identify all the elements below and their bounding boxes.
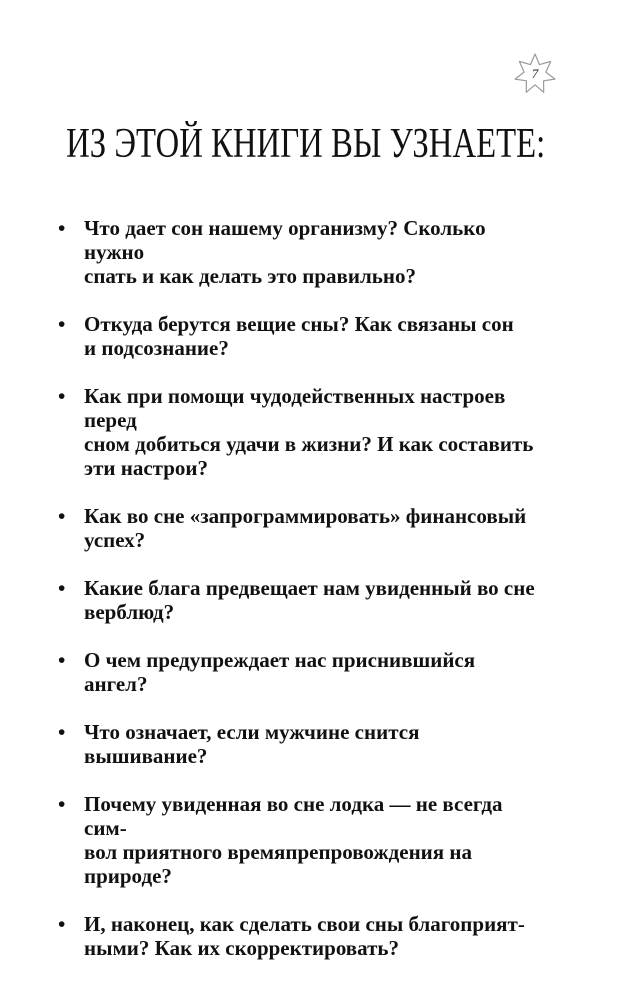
list-item <box>58 912 538 960</box>
list-item <box>58 792 538 888</box>
bullet-icon: • <box>58 216 66 240</box>
list-item <box>58 312 538 360</box>
list-item <box>58 504 538 552</box>
bullet-icon: • <box>58 792 66 816</box>
bullet-icon: • <box>58 312 66 336</box>
page-title: ИЗ ЭТОЙ КНИГИ ВЫ УЗНАЕТЕ: <box>66 121 546 167</box>
bullet-icon: • <box>58 384 66 408</box>
bullet-icon: • <box>58 912 66 936</box>
list-item-text: Какие блага предвещает нам увиденный во сне верблюд? <box>84 576 535 624</box>
list-item-text: Что означает, если мужчине снится вышивание? <box>84 720 420 768</box>
list-item <box>58 576 538 624</box>
list-item-text: И, наконец, как сделать свои сны благоприят- ными? Как их скорректировать? <box>84 912 525 960</box>
bullet-icon: • <box>58 648 66 672</box>
bullet-icon: • <box>58 576 66 600</box>
list-item-text: Как при помощи чудодейственных настроев перед сном добиться удачи в жизни? И как составить эти настрои? <box>84 384 534 480</box>
list-item-text: О чем предупреждает нас приснившийся ангел? <box>84 648 476 696</box>
list-item <box>58 720 538 768</box>
list-item <box>58 648 538 696</box>
page-number: 7 <box>531 66 539 81</box>
list-item-text: Почему увиденная во сне лодка — не всегда сим- вол приятного времяпрепровождения на природе? <box>84 792 503 888</box>
bullet-icon: • <box>58 504 66 528</box>
bullet-icon: • <box>58 720 66 744</box>
list-item-text: Что дает сон нашему организму? Сколько нужно спать и как делать это правильно? <box>84 216 486 288</box>
topics-list <box>58 216 538 984</box>
page-number-badge <box>513 52 557 96</box>
list-item <box>58 216 538 288</box>
list-item <box>58 384 538 480</box>
list-item-text: Откуда берутся вещие сны? Как связаны сон и подсознание? <box>84 312 514 360</box>
list-item-text: Как во сне «запрограммировать» финансовый успех? <box>84 504 527 552</box>
